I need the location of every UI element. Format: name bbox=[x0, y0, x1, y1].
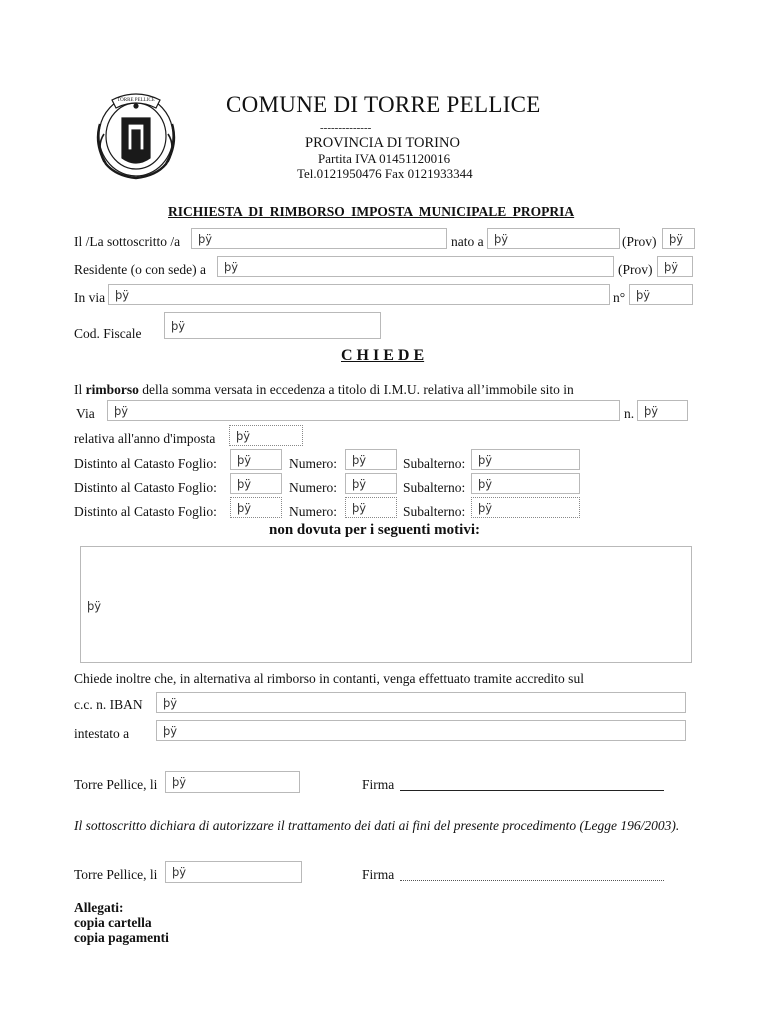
chiede-heading: C H I E D E bbox=[341, 347, 425, 364]
catasto-foglio-input[interactable]: þÿ bbox=[230, 497, 282, 518]
data-input[interactable]: þÿ bbox=[165, 861, 302, 883]
residente-label: Residente (o con sede) a bbox=[74, 262, 206, 277]
iban-input[interactable]: þÿ bbox=[156, 692, 686, 713]
cod-fiscale-input[interactable]: þÿ bbox=[164, 312, 381, 339]
privacy-text: Il sottoscritto dichiara di autorizzare il trattamento dei dati ai fini del presente procedimento (Legge 196/2003). bbox=[74, 818, 680, 833]
intestato-label: intestato a bbox=[74, 726, 130, 741]
rimborso-text: Il rimborso della somma versata in eccedenza a titolo di I.M.U. relativa all’immobile sito in bbox=[74, 382, 574, 397]
luogo-data-label: Torre Pellice, li bbox=[74, 867, 158, 882]
allegato-item: copia cartella bbox=[74, 915, 152, 930]
prov-residenza-label: (Prov) bbox=[618, 262, 653, 277]
catasto-subalterno-label: Subalterno: bbox=[403, 456, 466, 471]
anno-imposta-label: relativa all'anno d'imposta bbox=[74, 431, 216, 446]
accredito-text: Chiede inoltre che, in alternativa al rimborso in contanti, venga effettuato tramite accredito sul bbox=[74, 671, 584, 686]
catasto-subalterno-label: Subalterno: bbox=[403, 504, 466, 519]
via-immobile-input[interactable]: þÿ bbox=[107, 400, 620, 421]
catasto-subalterno-input[interactable]: þÿ bbox=[471, 497, 580, 518]
firma-label: Firma bbox=[362, 777, 395, 792]
motivi-heading: non dovuta per i seguenti motivi: bbox=[269, 522, 480, 538]
catasto-foglio-label: Distinto al Catasto Foglio: bbox=[74, 480, 217, 495]
contatti: Tel.0121950476 Fax 0121933344 bbox=[297, 166, 473, 181]
catasto-foglio-label: Distinto al Catasto Foglio: bbox=[74, 456, 217, 471]
catasto-subalterno-input[interactable]: þÿ bbox=[471, 473, 580, 494]
intestato-input[interactable]: þÿ bbox=[156, 720, 686, 741]
residente-input[interactable]: þÿ bbox=[217, 256, 614, 277]
prov-label: (Prov) bbox=[622, 234, 657, 249]
sottoscritto-label: Il /La sottoscritto /a bbox=[74, 234, 181, 249]
catasto-numero-label: Numero: bbox=[289, 480, 337, 495]
header-separator: -------------- bbox=[320, 122, 372, 134]
catasto-subalterno-input[interactable]: þÿ bbox=[471, 449, 580, 470]
catasto-numero-input[interactable]: þÿ bbox=[345, 497, 397, 518]
sottoscritto-input[interactable]: þÿ bbox=[191, 228, 447, 249]
partita-iva: Partita IVA 01451120016 bbox=[318, 151, 451, 166]
nato-a-input[interactable]: þÿ bbox=[487, 228, 620, 249]
catasto-numero-label: Numero: bbox=[289, 504, 337, 519]
catasto-numero-input[interactable]: þÿ bbox=[345, 473, 397, 494]
luogo-data-label: Torre Pellice, li bbox=[74, 777, 158, 792]
comune-title: COMUNE DI TORRE PELLICE bbox=[226, 92, 541, 117]
data-input[interactable]: þÿ bbox=[165, 771, 300, 793]
catasto-foglio-input[interactable]: þÿ bbox=[230, 473, 282, 494]
numero-civico-label: n° bbox=[613, 290, 626, 305]
numero-immobile-label: n. bbox=[624, 406, 635, 421]
firma-line[interactable] bbox=[400, 880, 664, 881]
cod-fiscale-label: Cod. Fiscale bbox=[74, 326, 142, 341]
catasto-numero-input[interactable]: þÿ bbox=[345, 449, 397, 470]
anno-imposta-input[interactable]: þÿ bbox=[229, 425, 303, 446]
catasto-foglio-input[interactable]: þÿ bbox=[230, 449, 282, 470]
allegato-item: copia pagamenti bbox=[74, 930, 169, 945]
form-title: RICHIESTA DI RIMBORSO IMPOSTA MUNICIPALE PROPRIA bbox=[168, 204, 575, 219]
provincia-label: PROVINCIA DI TORINO bbox=[305, 135, 460, 151]
iban-label: c.c. n. IBAN bbox=[74, 697, 143, 712]
prov-residenza-input[interactable]: þÿ bbox=[657, 256, 693, 277]
via-immobile-label: Via bbox=[76, 406, 95, 421]
prov-nascita-input[interactable]: þÿ bbox=[662, 228, 695, 249]
firma-line[interactable] bbox=[400, 790, 664, 791]
firma-label: Firma bbox=[362, 867, 395, 882]
comune-crest-logo bbox=[86, 84, 186, 184]
catasto-subalterno-label: Subalterno: bbox=[403, 480, 466, 495]
numero-civico-input[interactable]: þÿ bbox=[629, 284, 693, 305]
numero-immobile-input[interactable]: þÿ bbox=[637, 400, 688, 421]
motivi-textarea[interactable]: þÿ bbox=[80, 546, 692, 663]
crest-ribbon-text: TORRE PELLICE bbox=[117, 98, 155, 103]
allegati-title: Allegati: bbox=[74, 900, 124, 915]
in-via-input[interactable]: þÿ bbox=[108, 284, 610, 305]
nato-a-label: nato a bbox=[451, 234, 484, 249]
in-via-label: In via bbox=[74, 290, 106, 305]
catasto-foglio-label: Distinto al Catasto Foglio: bbox=[74, 504, 217, 519]
catasto-numero-label: Numero: bbox=[289, 456, 337, 471]
